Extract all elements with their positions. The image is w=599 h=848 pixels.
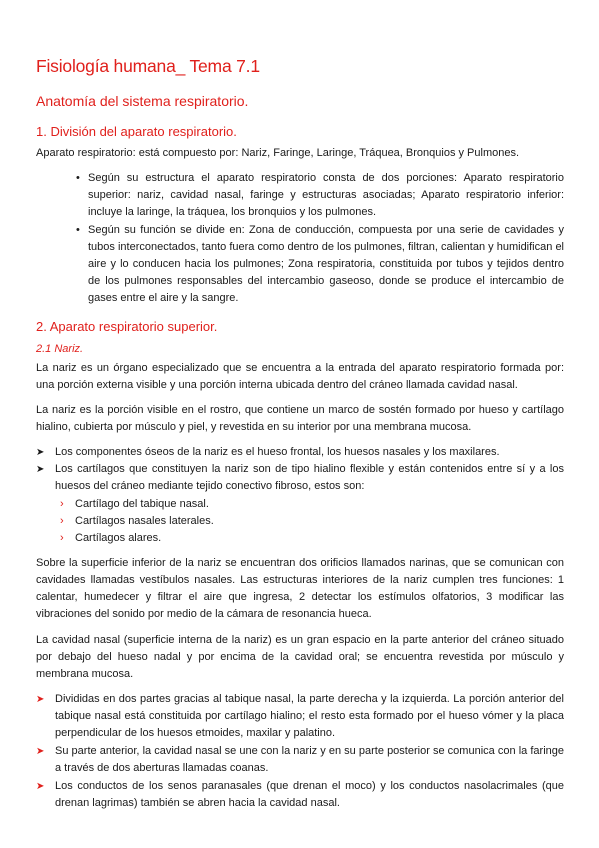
paragraph-nariz-visible: La nariz es la porción visible en el rostro, que contiene un marco de sostén formado por hueso y cartílago hialino, cubierta por músculo y piel, y revestida en su interior por una membrana mucosa. [36, 404, 564, 433]
cartilage-item: Cartílagos nasales laterales. [75, 515, 214, 527]
chevron-right-icon: › [60, 498, 64, 510]
arrow-bullet-icon: ➤ [36, 746, 45, 757]
paragraph-cavidad-nasal: La cavidad nasal (superficie interna de la nariz) es un gran espacio en la parte anterior del cráneo situado por debajo del hueso nadal y por encima de la cavidad oral; se encuentra revestida por músculo y membrana mucosa. [36, 634, 564, 680]
chevron-right-icon: › [60, 532, 64, 544]
arrow-list-item: Los componentes óseos de la nariz es el hueso frontal, los huesos nasales y los maxilares. [55, 446, 500, 458]
document-title: Fisiología humana_ Tema 7.1 [36, 56, 260, 76]
document-subtitle: Anatomía del sistema respiratorio. [36, 93, 249, 109]
arrow-list-item: Divididas en dos partes gracias al tabique nasal, la parte derecha y la izquierda. La porción anterior del tabique nasal está constituida por cartílago hialino; el resto esta formado por el hueso vómer y la placa perpendicular de los huesos etmoides, maxilar y palatino. [55, 693, 564, 739]
arrow-bullet-icon: ➤ [36, 781, 45, 792]
arrow-bullet-icon: ➤ [36, 447, 45, 458]
arrow-list-item: Los conductos de los senos paranasales (que drenan el moco) y los conductos nasolacrimales (que drenan lagrimas) también se abren hacia la cavidad nasal. [55, 780, 564, 809]
chevron-right-icon: › [60, 515, 64, 527]
arrow-bullet-icon: ➤ [36, 694, 45, 705]
section-1-intro: Aparato respiratorio: está compuesto por: Nariz, Faringe, Laringe, Tráquea, Bronquios y Pulmones. [36, 147, 520, 159]
arrow-list-item: Los cartílagos que constituyen la nariz son de tipo hialino flexible y están contenidos entre sí y a los huesos del cráneo mediante tejido conectivo fibroso, estos son: [55, 463, 564, 492]
section-2-heading: 2. Aparato respiratorio superior. [36, 319, 218, 334]
cartilage-item: Cartílago del tabique nasal. [75, 498, 209, 510]
bullet-dot-icon: • [76, 224, 80, 236]
paragraph-narinas: Sobre la superficie inferior de la nariz se encuentran dos orificios llamados narinas, que se comunican con cavidades llamadas vestíbulos nasales. Las estructuras interiores de la nariz cumplen tres funciones: 1 calentar, humedecer y filtrar el aire que ingresa, 2 detectar los estímulos olfatorios, 3 modificar las vibraciones del sonido por medio de la cámara de resonancia hueca. [36, 557, 564, 620]
section-1-bullet: Según su función se divide en: Zona de conducción, compuesta por una serie de cavidades y tubos interconectados, tanto fuera como dentro de los pulmones, filtran, calientan y humidifican el aire y lo conducen hacia los pulmones; Zona respiratoria, constituida por tubos y tejidos dentro de los pulmones responsables del intercambio gaseoso, donde se produce el intercambio de gases entre el aire y la sangre. [88, 224, 564, 304]
arrow-bullet-icon: ➤ [36, 464, 45, 475]
arrow-list-item: Su parte anterior, la cavidad nasal se une con la nariz y en su parte posterior se comunica con la faringe a través de dos aberturas llamadas coanas. [55, 745, 564, 774]
section-2-1-heading: 2.1 Nariz. [36, 343, 84, 355]
section-1-heading: 1. División del aparato respiratorio. [36, 124, 237, 139]
bullet-dot-icon: • [76, 172, 80, 184]
cartilage-item: Cartílagos alares. [75, 532, 162, 544]
paragraph-nariz-definition: La nariz es un órgano especializado que se encuentra a la entrada del aparato respiratorio formada por: una porción externa visible y una porción interna ubicada dentro del cráneo llamada cavidad nasal. [36, 362, 564, 391]
section-1-bullet: Según su estructura el aparato respiratorio consta de dos porciones: Aparato respiratorio superior: nariz, cavidad nasal, faringe y estructuras asociadas; Aparato respiratorio inferior: incluye la laringe, la tráquea, los bronquios y los pulmones. [88, 172, 564, 218]
